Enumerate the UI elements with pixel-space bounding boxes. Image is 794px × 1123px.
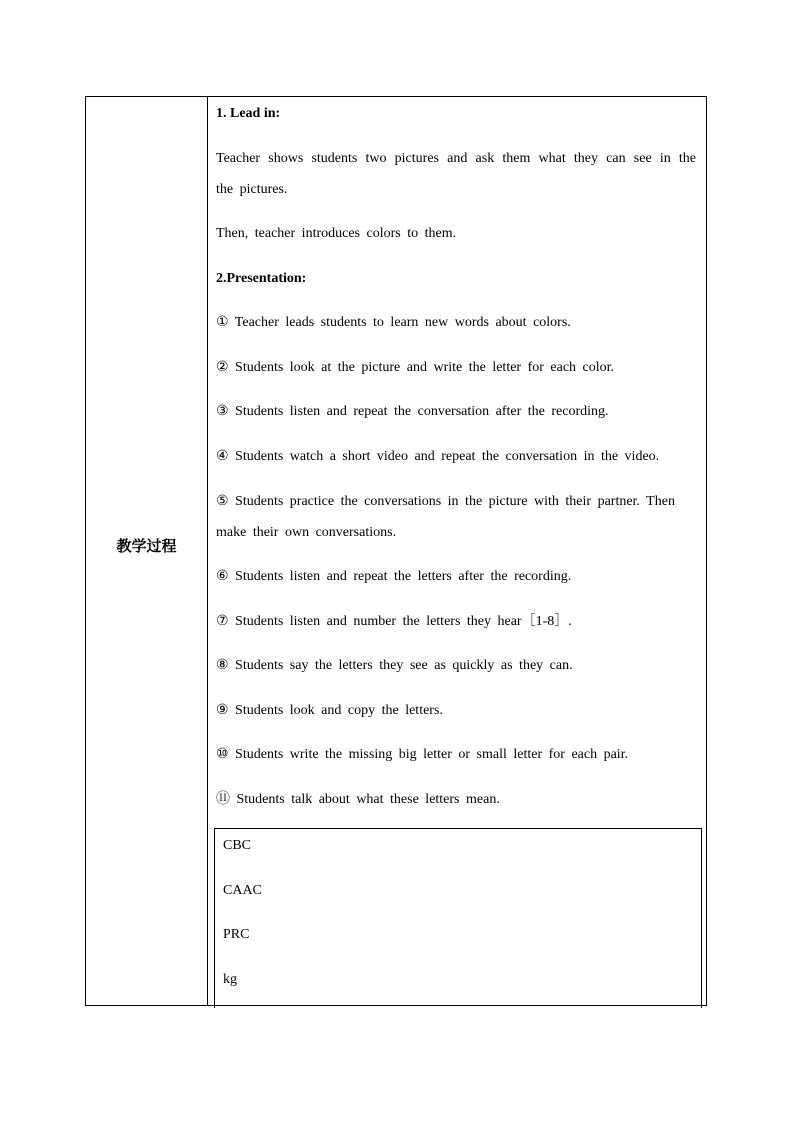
step-8: ⑧ Students say the letters they see as quickly as they can. [216,658,573,673]
step-4: ④ Students watch a short video and repeat the conversation in the video. [216,449,660,464]
step-5: ⑤ Students practice the conversations in the picture with their partner. Then make their own conversations. [216,494,675,540]
abbreviation-box [214,828,702,1008]
column-divider [207,97,208,1005]
lead-in-heading: 1. Lead in: [216,106,281,121]
step-7: ⑦ Students listen and number the letters they hear［1-8］. [216,614,572,629]
abbreviation-kg: kg [223,972,237,987]
step-3: ③ Students listen and repeat the conversation after the recording. [216,404,609,419]
step-10: ⑩ Students write the missing big letter or small letter for each pair. [216,747,629,762]
step-2: ② Students look at the picture and write the letter for each color. [216,360,615,375]
step-11: ⑪ Students talk about what these letters mean. [216,792,500,807]
presentation-heading: 2.Presentation: [216,271,307,286]
lesson-table [85,96,707,1006]
section-label: 教学过程 [116,537,177,555]
lead-in-paragraph-1: Teacher shows students two pictures and ask them what they can see in the the pictures. [216,151,696,197]
step-6: ⑥ Students listen and repeat the letters after the recording. [216,569,572,584]
abbreviation-caac: CAAC [223,883,262,898]
lead-in-paragraph-2: Then, teacher introduces colors to them. [216,226,457,241]
abbreviation-prc: PRC [223,927,250,942]
abbreviation-cbc: CBC [223,838,252,853]
step-1: ① Teacher leads students to learn new words about colors. [216,315,571,330]
step-9: ⑨ Students look and copy the letters. [216,703,443,718]
